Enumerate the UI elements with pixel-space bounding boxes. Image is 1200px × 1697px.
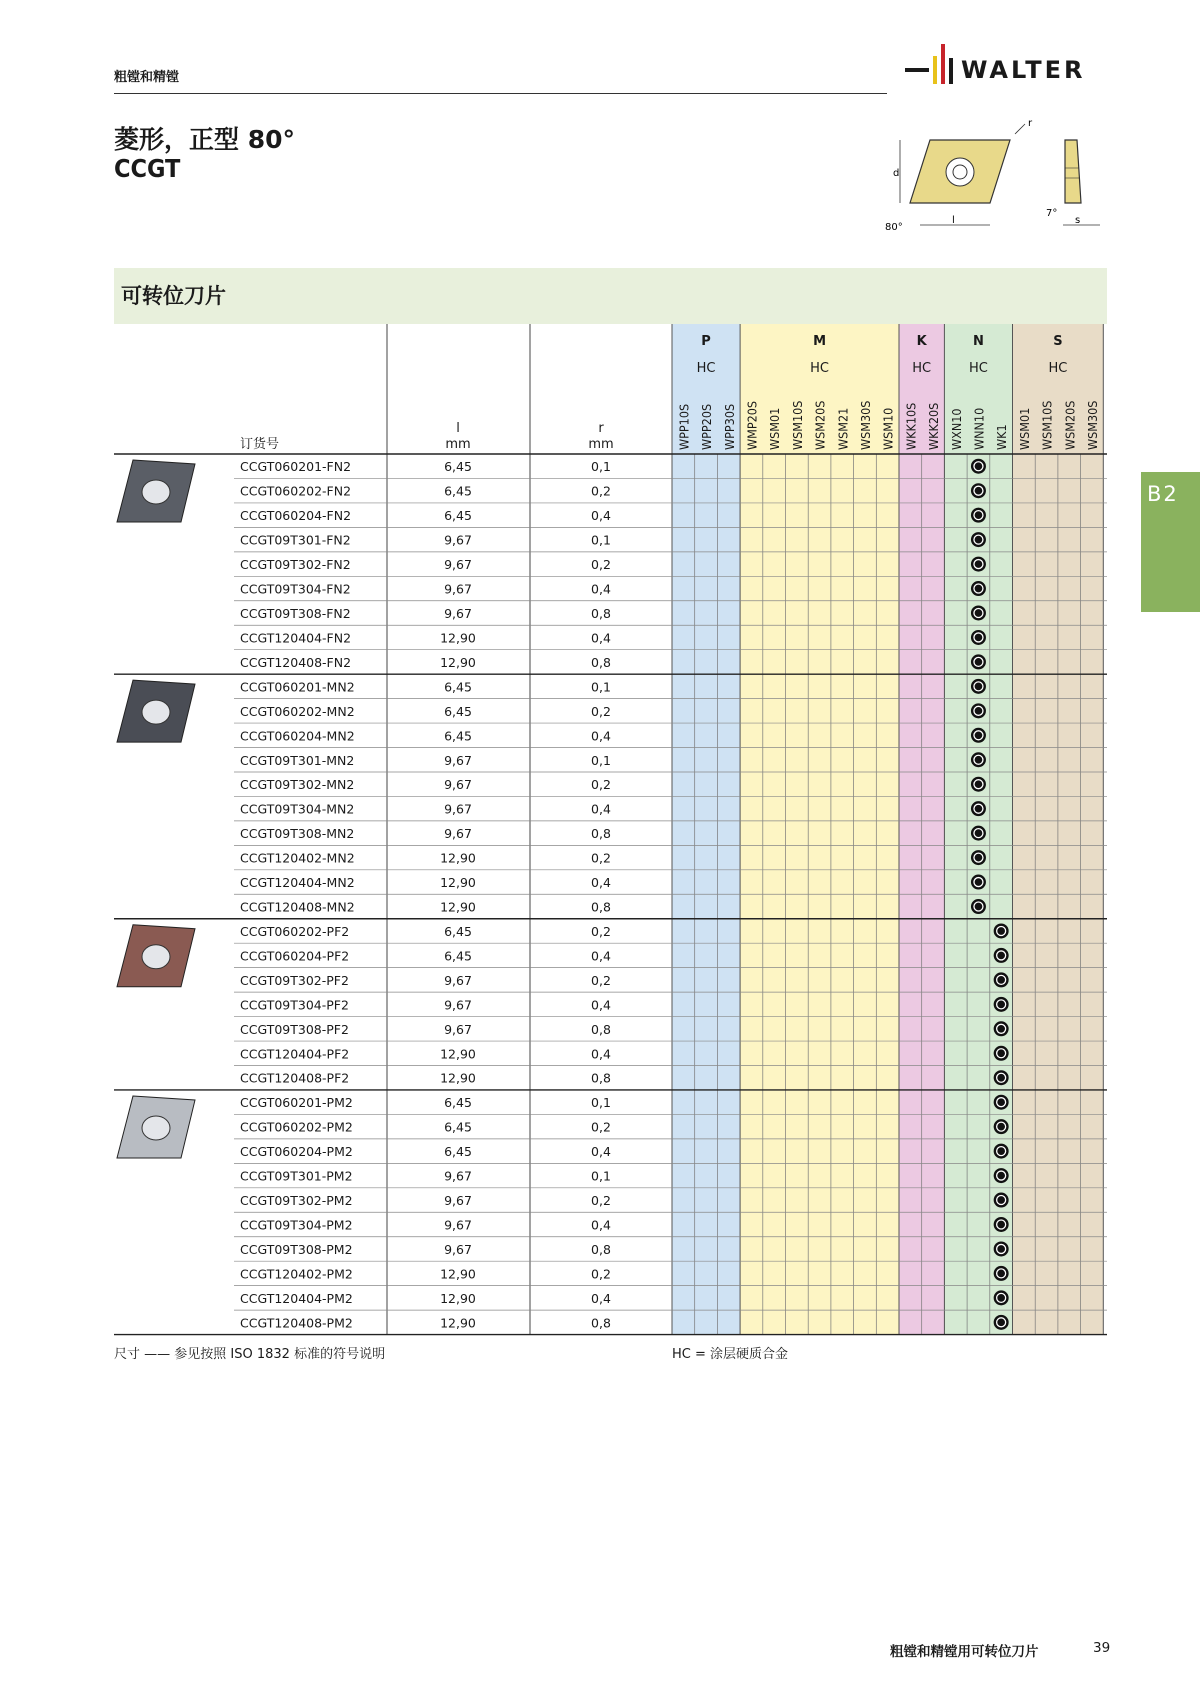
radius-value: 0,2	[591, 850, 611, 866]
drawing-label-l: l	[952, 215, 955, 226]
radius-value: 0,2	[591, 923, 611, 939]
insert-fn2-icon	[117, 460, 195, 522]
footer-title: 粗镗和精镗用可转位刀片	[890, 1644, 1039, 1660]
order-number: CCGT09T308-PF2	[240, 1021, 349, 1037]
available-mark-icon	[994, 1217, 1009, 1232]
length-value: 6,45	[444, 703, 472, 719]
grade-group-band	[672, 324, 740, 1335]
drawing-label-clearance: 7°	[1046, 208, 1058, 219]
radius-value: 0,8	[591, 826, 611, 842]
available-mark-icon	[971, 459, 986, 474]
grade-group-name: K	[916, 334, 927, 349]
insert-pm2-icon	[117, 1096, 195, 1158]
order-number: CCGT060204-FN2	[240, 508, 352, 524]
length-value: 6,45	[444, 948, 472, 964]
logo-text: WALTER	[961, 56, 1086, 84]
radius-header: r	[598, 421, 604, 436]
length-value: 9,67	[444, 557, 472, 573]
insert-mn2-icon	[117, 680, 195, 742]
available-mark-icon	[994, 1315, 1009, 1330]
length-value: 12,90	[440, 1046, 476, 1062]
radius-value: 0,4	[591, 1217, 611, 1233]
order-number: CCGT060202-PF2	[240, 923, 350, 939]
order-number: CCGT120408-FN2	[240, 654, 352, 670]
coating-note: HC = 涂层硬质合金	[672, 1347, 789, 1362]
order-number: CCGT120408-PF2	[240, 1070, 350, 1086]
drawing-label-s: s	[1075, 215, 1081, 226]
order-number: CCGT120408-MN2	[240, 899, 355, 915]
available-mark-icon	[971, 850, 986, 865]
radius-value: 0,4	[591, 801, 611, 817]
grade-group-name: S	[1053, 334, 1063, 349]
grade-column-label: WMP20S	[744, 400, 760, 450]
radius-value: 0,8	[591, 605, 611, 621]
order-number: CCGT120408-PM2	[240, 1315, 353, 1331]
length-value: 9,67	[444, 1241, 472, 1257]
available-mark-icon	[994, 997, 1009, 1012]
length-value: 6,45	[444, 459, 472, 475]
grade-group-coating: HC	[810, 361, 829, 376]
order-number: CCGT09T301-FN2	[240, 532, 351, 548]
radius-value: 0,2	[591, 483, 611, 499]
available-mark-icon	[994, 1046, 1009, 1061]
available-mark-icon	[971, 557, 986, 572]
length-value: 9,67	[444, 777, 472, 793]
grade-group-name: P	[701, 334, 711, 349]
length-header: l	[456, 421, 460, 436]
available-mark-icon	[971, 630, 986, 645]
grade-column-label: WKK20S	[926, 402, 942, 450]
length-value: 12,90	[440, 1315, 476, 1331]
grade-group-coating: HC	[1048, 361, 1068, 376]
drawing-label-angle: 80°	[885, 222, 903, 233]
grade-column-label: WSM30S	[857, 400, 873, 450]
order-number: CCGT120402-PM2	[240, 1266, 353, 1282]
order-number: CCGT060204-MN2	[240, 728, 355, 744]
length-unit: mm	[445, 437, 471, 452]
available-mark-icon	[994, 1241, 1009, 1256]
radius-value: 0,2	[591, 1266, 611, 1282]
length-value: 12,90	[440, 654, 476, 670]
length-value: 12,90	[440, 875, 476, 891]
available-mark-icon	[971, 728, 986, 743]
order-number: CCGT060204-PF2	[240, 948, 350, 964]
length-value: 6,45	[444, 1119, 472, 1135]
radius-value: 0,4	[591, 1046, 611, 1062]
radius-value: 0,8	[591, 1241, 611, 1257]
grade-group-coating: HC	[912, 361, 932, 376]
radius-value: 0,4	[591, 728, 611, 744]
available-mark-icon	[994, 1095, 1009, 1110]
radius-value: 0,4	[591, 948, 611, 964]
order-number: CCGT09T304-FN2	[240, 581, 351, 597]
grade-column-label: WSM30S	[1084, 400, 1100, 450]
section-header-label: 粗镗和精镗	[114, 70, 180, 85]
available-mark-icon	[971, 532, 986, 547]
grade-column-label: WSM10S	[1039, 400, 1055, 450]
insert-pf2-icon	[117, 925, 195, 987]
grade-group-band	[740, 324, 899, 1335]
order-number: CCGT060201-FN2	[240, 459, 352, 475]
available-mark-icon	[994, 972, 1009, 987]
radius-value: 0,4	[591, 997, 611, 1013]
length-value: 12,90	[440, 1290, 476, 1306]
order-number: CCGT120402-MN2	[240, 850, 355, 866]
chapter-tab-label: B2	[1147, 482, 1179, 506]
order-number: CCGT09T304-PF2	[240, 997, 349, 1013]
radius-value: 0,4	[591, 875, 611, 891]
radius-value: 0,4	[591, 581, 611, 597]
radius-value: 0,8	[591, 1021, 611, 1037]
drawing-label-r: r	[1028, 118, 1033, 129]
order-number: CCGT09T308-PM2	[240, 1241, 353, 1257]
available-mark-icon	[994, 1193, 1009, 1208]
radius-value: 0,4	[591, 1144, 611, 1160]
available-mark-icon	[994, 1168, 1009, 1183]
available-mark-icon	[971, 899, 986, 914]
order-number: CCGT120404-FN2	[240, 630, 352, 646]
length-value: 9,67	[444, 1217, 472, 1233]
length-value: 9,67	[444, 1021, 472, 1037]
page-title: 菱形，正型 80°	[114, 125, 295, 154]
radius-value: 0,1	[591, 1095, 611, 1111]
length-value: 9,67	[444, 1193, 472, 1209]
order-number: CCGT09T302-PF2	[240, 972, 349, 988]
length-value: 12,90	[440, 850, 476, 866]
grade-column-label: WSM10S	[789, 400, 805, 450]
radius-value: 0,2	[591, 972, 611, 988]
section-title: 可转位刀片	[121, 284, 226, 308]
radius-value: 0,2	[591, 777, 611, 793]
available-mark-icon	[971, 605, 986, 620]
page-number: 39	[1093, 1640, 1111, 1656]
available-mark-icon	[971, 826, 986, 841]
available-mark-icon	[971, 752, 986, 767]
grade-column-label: WNN10	[971, 407, 987, 450]
order-number: CCGT060202-MN2	[240, 703, 355, 719]
grade-column-label: WSM01	[767, 407, 783, 450]
available-mark-icon	[971, 483, 986, 498]
order-number: CCGT060204-PM2	[240, 1144, 353, 1160]
grade-column-label: WPP10S	[676, 403, 692, 450]
grade-column-label: WK1	[994, 424, 1010, 450]
radius-value: 0,8	[591, 899, 611, 915]
radius-value: 0,1	[591, 752, 611, 768]
order-number: CCGT060202-FN2	[240, 483, 352, 499]
radius-value: 0,2	[591, 557, 611, 573]
drawing-label-d: d	[893, 168, 900, 179]
grade-column-label: WSM20S	[1062, 400, 1078, 450]
length-value: 6,45	[444, 679, 472, 695]
order-number: CCGT09T308-MN2	[240, 826, 355, 842]
available-mark-icon	[971, 581, 986, 596]
available-mark-icon	[971, 777, 986, 792]
order-number: CCGT060202-PM2	[240, 1119, 353, 1135]
available-mark-icon	[971, 875, 986, 890]
length-value: 12,90	[440, 899, 476, 915]
radius-value: 0,1	[591, 1168, 611, 1184]
length-value: 6,45	[444, 728, 472, 744]
dimension-note: 尺寸 —— 参见按照 ISO 1832 标准的符号说明	[114, 1347, 386, 1362]
available-mark-icon	[994, 923, 1009, 938]
available-mark-icon	[971, 703, 986, 718]
length-value: 9,67	[444, 605, 472, 621]
radius-value: 0,8	[591, 1070, 611, 1086]
grade-group-coating: HC	[969, 361, 988, 376]
length-value: 12,90	[440, 1070, 476, 1086]
available-mark-icon	[994, 1119, 1009, 1134]
radius-value: 0,4	[591, 1290, 611, 1306]
length-value: 9,67	[444, 532, 472, 548]
grade-column-label: WSM10	[880, 407, 896, 450]
radius-value: 0,8	[591, 1315, 611, 1331]
order-number: CCGT09T304-MN2	[240, 801, 355, 817]
radius-value: 0,2	[591, 1119, 611, 1135]
radius-value: 0,2	[591, 1193, 611, 1209]
length-value: 9,67	[444, 801, 472, 817]
radius-value: 0,1	[591, 532, 611, 548]
grade-column-label: WKK10S	[903, 402, 919, 450]
radius-value: 0,4	[591, 508, 611, 524]
radius-unit: mm	[588, 437, 614, 452]
radius-value: 0,1	[591, 679, 611, 695]
length-value: 9,67	[444, 752, 472, 768]
length-value: 9,67	[444, 826, 472, 842]
grade-column-label: WSM20S	[812, 400, 828, 450]
available-mark-icon	[994, 1021, 1009, 1036]
order-number: CCGT09T301-MN2	[240, 752, 355, 768]
grade-column-label: WXN10	[948, 408, 964, 450]
length-value: 12,90	[440, 630, 476, 646]
order-number: CCGT09T302-MN2	[240, 777, 355, 793]
order-number: CCGT09T304-PM2	[240, 1217, 353, 1233]
length-value: 12,90	[440, 1266, 476, 1282]
grade-column-label: WPP20S	[699, 403, 715, 450]
length-value: 9,67	[444, 581, 472, 597]
page-subtitle: CCGT	[114, 154, 181, 183]
length-value: 6,45	[444, 923, 472, 939]
length-value: 9,67	[444, 997, 472, 1013]
order-number-header: 订货号	[240, 437, 280, 452]
available-mark-icon	[971, 654, 986, 669]
grade-column-label: WSM01	[1016, 407, 1032, 450]
available-mark-icon	[971, 508, 986, 523]
grade-group-name: M	[813, 334, 827, 349]
length-value: 6,45	[444, 508, 472, 524]
length-value: 9,67	[444, 972, 472, 988]
order-number: CCGT120404-MN2	[240, 875, 355, 891]
order-number: CCGT09T308-FN2	[240, 605, 351, 621]
radius-value: 0,8	[591, 654, 611, 670]
order-number: CCGT120404-PM2	[240, 1290, 353, 1306]
available-mark-icon	[994, 1290, 1009, 1305]
order-number: CCGT060201-MN2	[240, 679, 355, 695]
grade-group-name: N	[973, 334, 984, 349]
order-number: CCGT120404-PF2	[240, 1046, 350, 1062]
order-number: CCGT060201-PM2	[240, 1095, 353, 1111]
available-mark-icon	[971, 801, 986, 816]
available-mark-icon	[994, 1070, 1009, 1085]
grade-column-label: WPP30S	[721, 403, 737, 450]
available-mark-icon	[994, 1144, 1009, 1159]
order-number: CCGT09T302-PM2	[240, 1193, 353, 1209]
length-value: 6,45	[444, 1095, 472, 1111]
radius-value: 0,2	[591, 703, 611, 719]
length-value: 9,67	[444, 1168, 472, 1184]
radius-value: 0,4	[591, 630, 611, 646]
available-mark-icon	[994, 1266, 1009, 1281]
length-value: 6,45	[444, 1144, 472, 1160]
grade-column-label: WSM21	[835, 407, 851, 450]
available-mark-icon	[994, 948, 1009, 963]
order-number: CCGT09T301-PM2	[240, 1168, 353, 1184]
available-mark-icon	[971, 679, 986, 694]
order-number: CCGT09T302-FN2	[240, 557, 351, 573]
grade-group-coating: HC	[696, 361, 716, 376]
length-value: 6,45	[444, 483, 472, 499]
radius-value: 0,1	[591, 459, 611, 475]
